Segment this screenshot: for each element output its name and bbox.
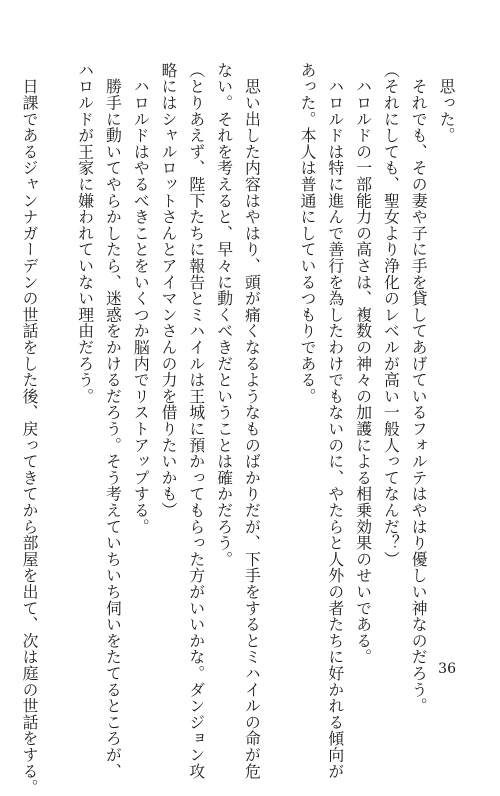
page-number: 36 [438,661,456,677]
blank-line [265,62,293,632]
text-line: ハロルドが王家に嫌われていない理由だろう。 [75,62,95,405]
text-line: それでも、その妻や子に手を貸してあげているフォルテはやはり優しい神なのだろう。 [409,62,429,714]
text-line: ハロルドは特に進んで善行を為したわけでもないのに、やたらと人外の者たちに好かれる傾向が [325,62,345,780]
text-line: ハロルドはやるべきことをいくつか脳内でリストアップする。 [131,62,151,535]
text-line: 思った。 [437,62,456,144]
text-line: ハロルドの一部能力の高さは、複数の神々の加護による相乗効果のせいである。 [353,62,373,666]
text-line: 勝手に動いてやらかしたら、迷惑をかけるだろう。そう考えていちいち伺いをたてるところが、 [103,62,123,780]
text-line: 日課であるジャンナガーデンの世話をした後、戻ってきてから部屋を出て、次は庭の世話をする。 [20,62,40,796]
blank-line [43,62,71,632]
text-line: あった。本人は普通にしているつもりである。 [298,62,318,405]
text-line: 略にはシャルロットさんとアイマンさんの力を借りたいかも） [159,62,179,519]
text-line: （それにしても、聖女より浄化のレベルが高い一般人ってなんだ？） [381,62,401,568]
text-line: （とりあえず、陛下たちに報告とミハイルは王城に預かってもらった方がいいかな。ダンジョン攻 [186,62,206,780]
text-line: ない。それを考えると、早々に動くべきだということは確かだろう。 [214,62,234,568]
text-line: 思い出した内容はやはり、頭が痛くなるようなものばかりだが、下手をするとミハイルの命が危 [242,62,262,780]
